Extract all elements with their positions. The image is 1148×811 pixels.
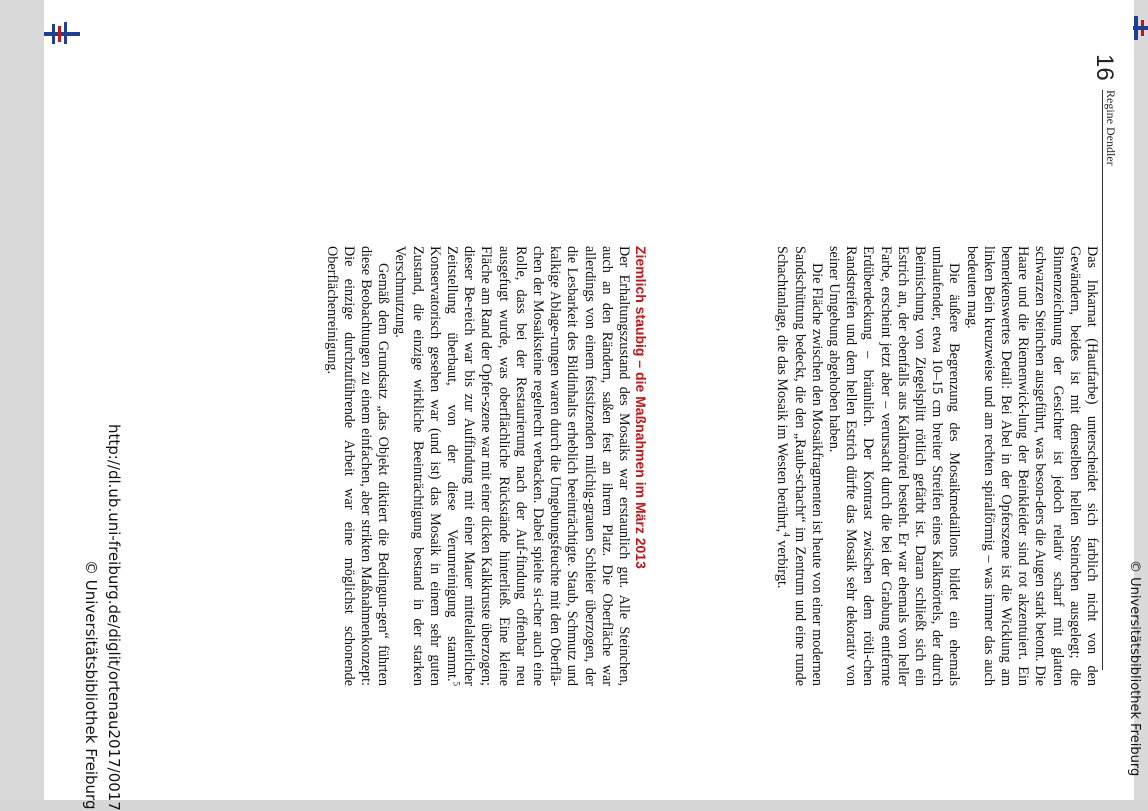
section-heading: Ziemlich staubig – die Maßnahmen im März 2013	[633, 246, 649, 569]
running-head: Regine Dendler	[1104, 90, 1118, 166]
source-url-link[interactable]: http://dl.ub.uni-freiburg.de/diglit/ortenau2017/0017	[105, 424, 123, 811]
paragraph-text: Die Fläche zwischen den Mosaikfragmenten ist heute von einer modernen Sandschüttung bedeckt, die den „Raub-schacht“ im Zentrum und eine runde Schachtanlage, die das Mosaik im Westen berührt,	[774, 246, 825, 686]
copyright-notice: © Universitätsbibliothek Freiburg	[82, 560, 100, 810]
library-logo-icon-right	[1133, 16, 1148, 40]
paragraph: Das Inkarnat (Hautfarbe) unterscheidet sich farblich nicht von den Gewändern, beides ist mit denselben hellen Steinchen ausgelegt; die Binnenzeichnung der Gesichter ist jedoch relativ scharf mit glatten schwarzen Steinchen ausgeführt, was beson-ders die Augen stark betont. Die Haare und die Riemenwick-lung der Beinkleider sind rot akzentuiert. Ein bemerkenswertes Detail: Bei Abel in der Opferszene ist die Wicklung am linken Bein kreuzweise und am rechten spiralförmig – was immer das auch bedeuten mag.	[963, 246, 1100, 686]
copyright-notice-right: © Universitätsbibliothek Freiburg	[1127, 560, 1142, 777]
document-page	[44, 0, 1142, 811]
text-column-1	[773, 246, 1100, 686]
paragraph: Die äußere Begrenzung des Mosaikmedaillons bildet ein ehemals umlaufender, etwa 10–15 cm breiter Streifen eines Kalkmörtels, der durch Beimischung von Ziegelsplitt rötlich gefärbt ist. Daran schließt sich ein Estrich an, der ebenfalls aus Kalkmörtel besteht. Er war ehemals von heller Farbe, erscheint jetzt aber – verursacht durch die bei der Grabung entfernte Erdüberdeckung – bräunlich. Der Kontrast zwischen dem rötli-chen Randstreifen und dem hellen Estrich dürfte das Mosaik sehr dekorativ von seiner Umgebung abgehoben haben.	[825, 246, 963, 686]
paragraph-text: verbirgt.	[774, 536, 791, 589]
footnote-marker: 4	[782, 532, 793, 537]
library-logo-icon	[44, 22, 80, 44]
paragraph: Gemäß dem Grundsatz „das Objekt diktiert die Bedingun-gen“ führten diese Beobachtungen zu einem einfachen, aber strikten Maßnahmenkonzept: Die einzige durchzuführende Arbeit war eine möglichst schonende Oberflächenreinigung.	[323, 246, 392, 686]
left-gutter	[0, 0, 44, 800]
header-rule	[1102, 90, 1103, 670]
page-number: 16	[1091, 54, 1118, 81]
paragraph	[773, 246, 825, 686]
paragraph-text: Konservatorisch gesehen war (und ist) das Mosaik in einem sehr guten Zustand, die einzige wirkliche Beeinträchtigung bestand in der starken Verschmutzung.	[392, 246, 443, 686]
paragraph-text: Der Erhaltungszustand des Mosaiks war erstaunlich gut. Alle Steinchen, auch an den Rändern, saßen fest an ihrem Platz. Die Oberfläche war allerdings von einem festsitzenden milchig-grauen Schleier überzogen, der die Lesbarkeit des Bildinhalts erheblich beeinträchtigte. Staub, Schmutz und kalkige Ablage-rungen waren durch die Umgebungsfeuchte mit den Oberflä-chen der Mosaiksteine regelrecht verbacken. Dabei spielte si-cher auch eine Rolle, dass bei der Restaurierung nach der Auf-findung offenbar neu ausgefugt wurde, was oberflächliche Rückstände hinterließ. Eine kleine Fläche am Rand der Opfer-szene war mit einer dicken Kalkkruste überzogen; dieser Be-reich war bis zur Auffindung mit einer Mauer mittelalterlicher Zeitstellung überbaut, von der diese Verunreinigung stammt.	[443, 246, 632, 686]
text-column-2	[322, 246, 649, 686]
footnote-marker: 5	[451, 681, 462, 686]
paragraph	[391, 246, 632, 686]
